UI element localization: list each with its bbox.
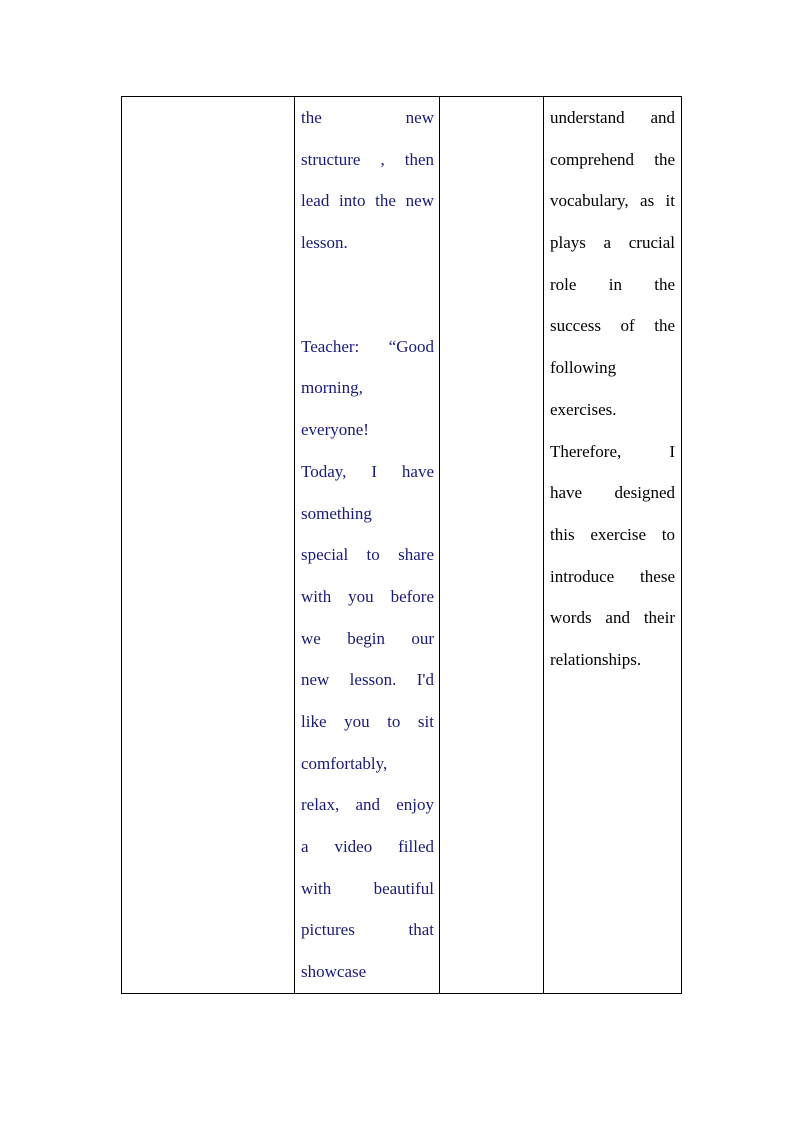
text-line: with beautiful [301,878,434,898]
text-line: following [550,358,617,378]
text-line: comprehend the [550,149,675,169]
text-line: understand and [550,108,675,127]
text-line: comfortably, [301,753,388,773]
text-line: lead into the new [301,191,434,211]
text-line: relationships. [550,649,642,669]
text-line: with you before [301,586,434,606]
text-line: new lesson. I'd [301,670,434,690]
purpose-text [544,97,681,681]
text-line: special to share [301,545,434,565]
text-line: this exercise to [550,524,675,544]
paragraph-gap [301,264,434,326]
text-line: like you to sit [301,711,434,731]
text-line: Teacher: “Good [301,336,434,356]
text-line: we begin our [301,628,434,648]
lesson-plan-table [121,96,682,994]
text-line: pictures that [301,920,434,940]
text-line: lesson. [301,233,348,253]
text-line: structure , then [301,149,434,169]
text-line: plays a crucial [550,233,675,253]
table-cell-col3 [440,97,544,994]
text-line: showcase [301,962,367,982]
text-line: role in the [550,274,675,294]
procedure-text [295,97,439,993]
text-line: something [301,503,372,523]
text-line: words and their [550,608,675,628]
text-line: exercises. [550,399,617,419]
text-line: Today, I have [301,461,434,481]
table-cell-col2 [295,97,440,994]
text-line: success of the [550,316,675,336]
text-line: Therefore, I [550,441,675,461]
table-cell-col1 [122,97,295,994]
text-line: everyone! [301,420,369,440]
text-line: a video filled [301,837,434,856]
text-line: vocabulary, as it [550,191,675,211]
table-row [122,97,682,994]
text-line: the new [301,108,434,127]
table-cell-col4 [544,97,682,994]
text-line: relax, and enjoy [301,795,434,815]
text-line: morning, [301,378,363,398]
text-line: have designed [550,483,675,503]
text-line: introduce these [550,566,675,586]
